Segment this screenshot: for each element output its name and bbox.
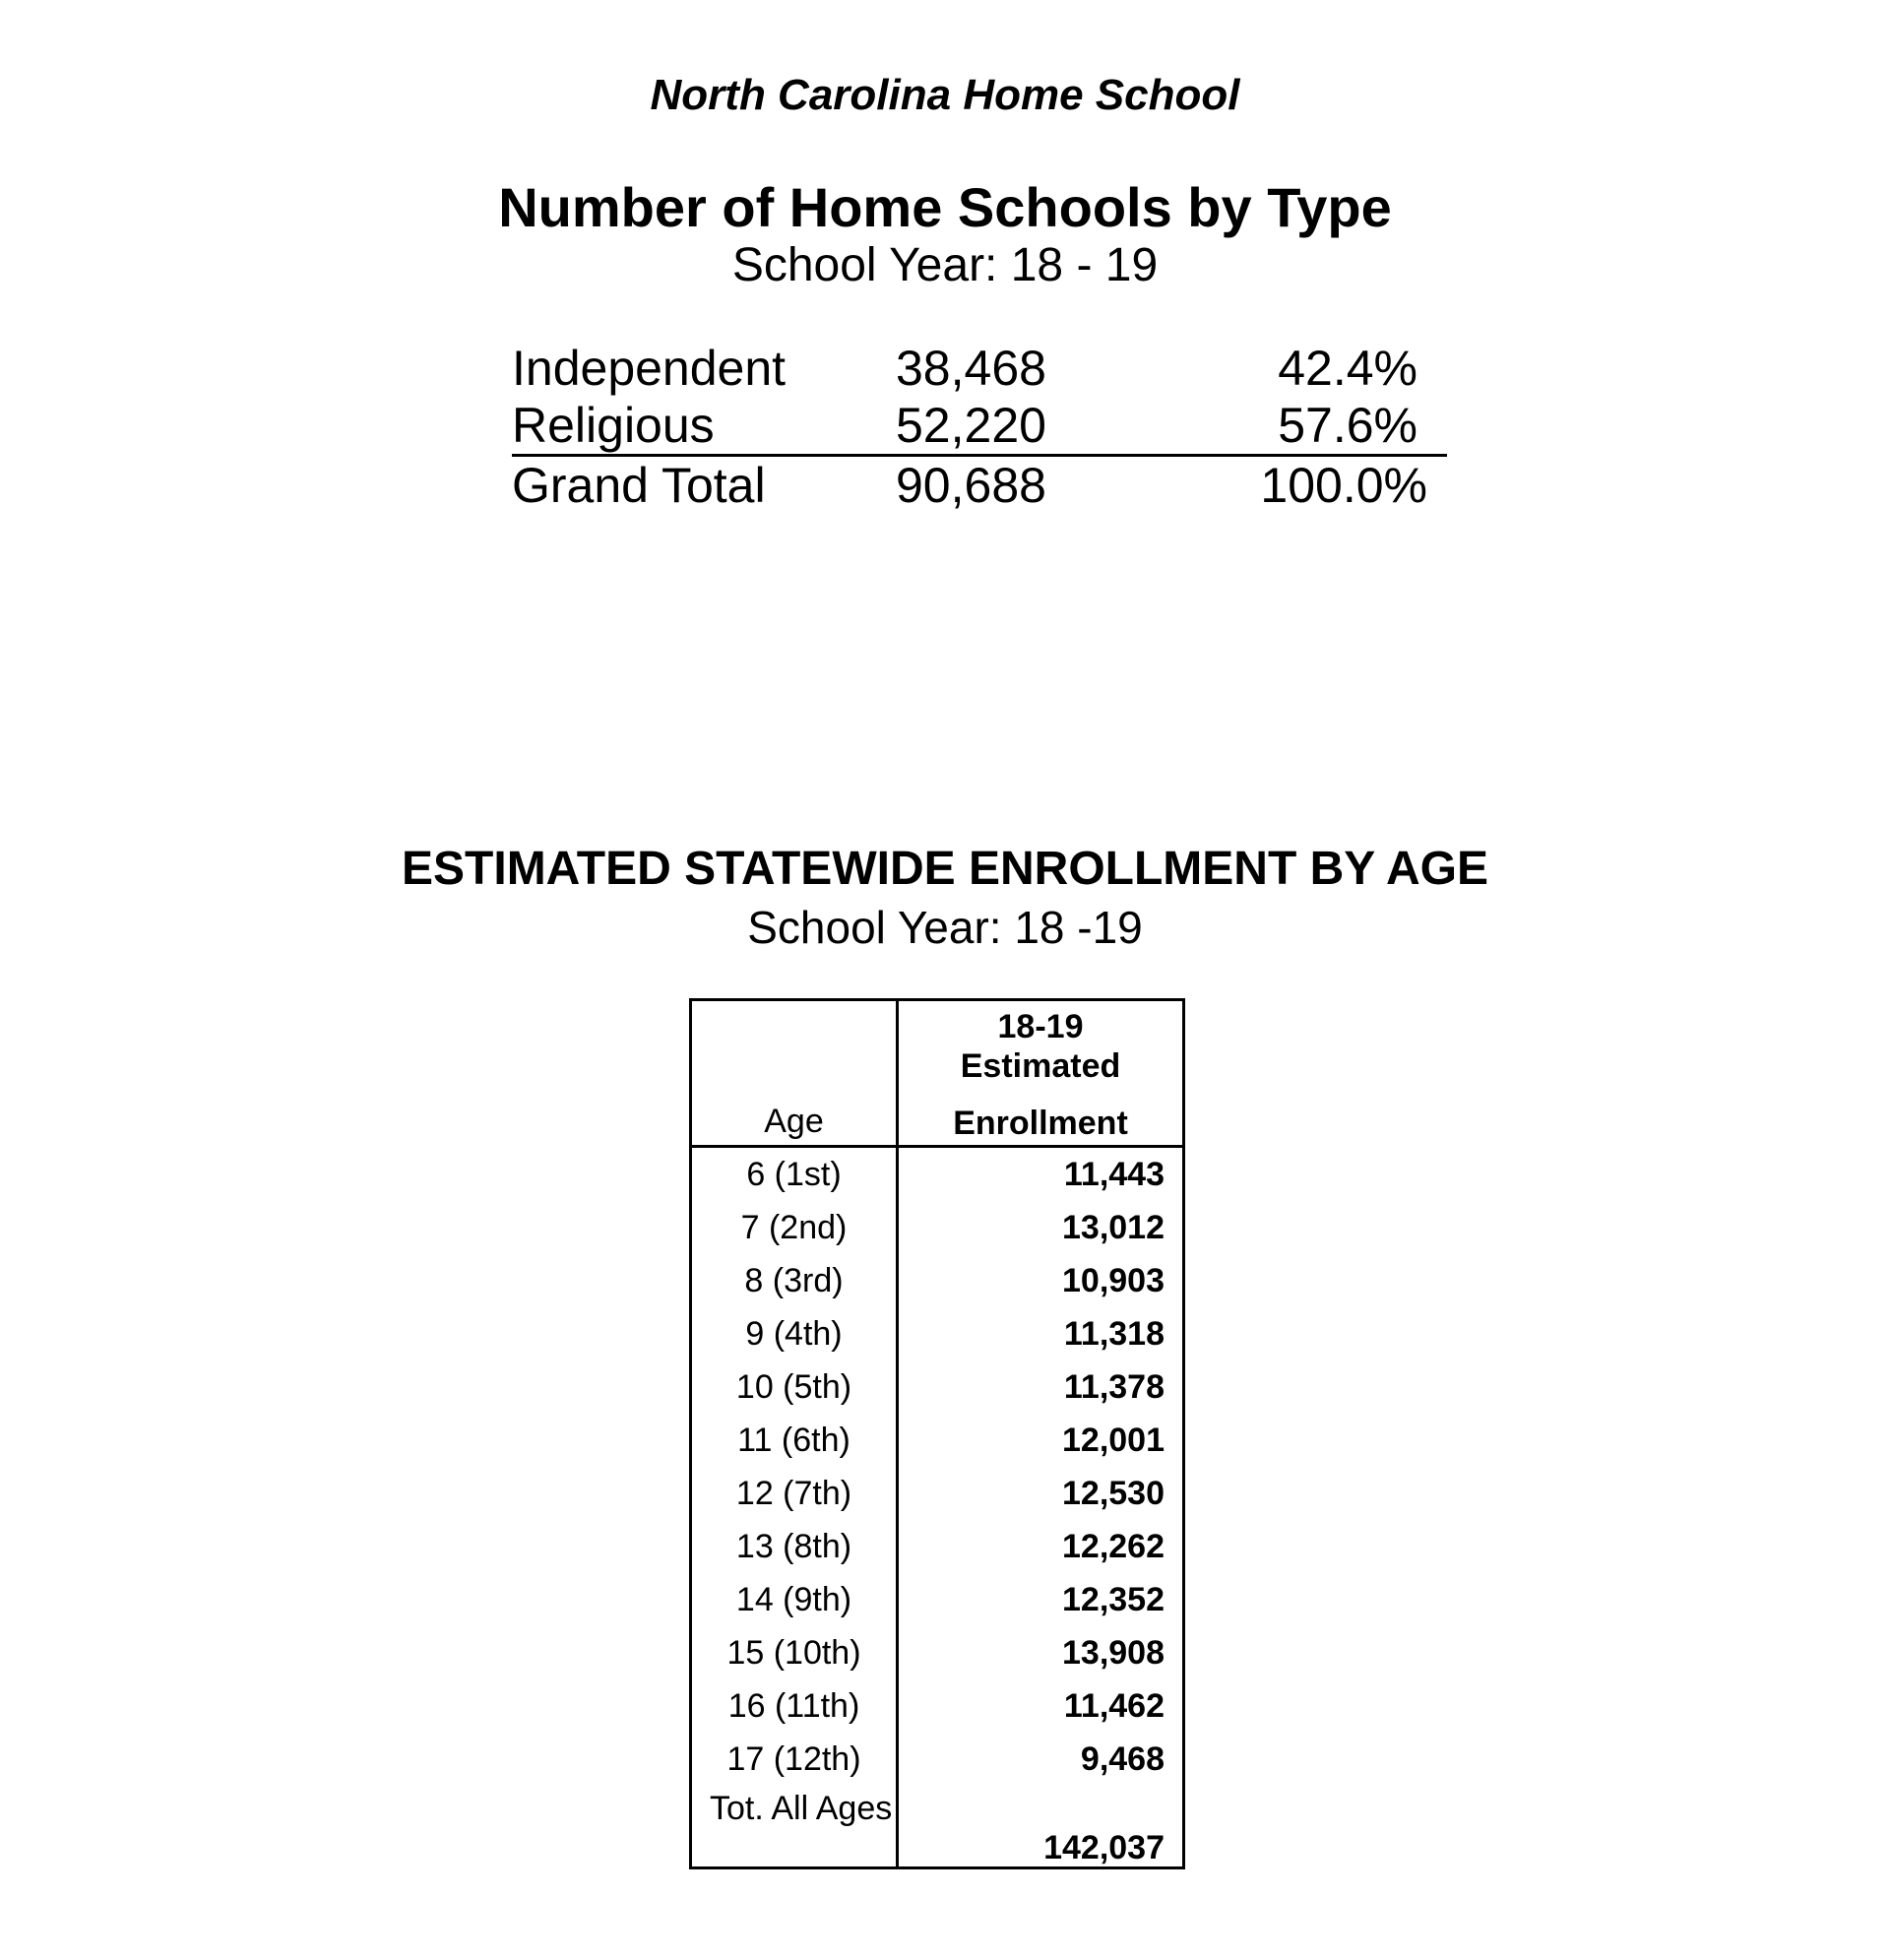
enrollment-header-line2: Estimated <box>960 1047 1121 1085</box>
enrollment-cell: 12,001 <box>1062 1422 1165 1459</box>
age-header-label: Age <box>764 1103 824 1140</box>
type-percent: 100.0% <box>1260 458 1427 513</box>
enrollment-cell: 9,468 <box>1080 1740 1165 1778</box>
enrollment-cell: 10,903 <box>1062 1262 1165 1299</box>
enrollment-cell: 12,262 <box>1062 1528 1165 1565</box>
enrollment-cell: 11,462 <box>1063 1687 1165 1725</box>
enrollment-column-header <box>899 1001 1182 1145</box>
age-column-header <box>692 1001 899 1145</box>
enrollment-by-age-school-year: School Year: 18 -19 <box>747 902 1143 953</box>
enrollment-by-age-table <box>689 998 1185 1869</box>
home-schools-by-type-school-year: School Year: 18 - 19 <box>731 239 1159 291</box>
age-cell: 9 (4th) <box>745 1315 843 1353</box>
total-enrollment-value: 142,037 <box>1043 1829 1165 1866</box>
age-cell: 6 (1st) <box>746 1156 842 1193</box>
type-label: Grand Total <box>512 458 766 513</box>
age-cell: 8 (3rd) <box>744 1262 844 1299</box>
total-age-label: Tot. All Ages <box>710 1790 893 1827</box>
age-cell: 15 (10th) <box>726 1634 861 1672</box>
age-cell: 11 (6th) <box>737 1422 850 1459</box>
enrollment-cell: 13,908 <box>1062 1634 1165 1672</box>
type-percent: 42.4% <box>1278 341 1418 396</box>
enrollment-cell: 11,378 <box>1063 1368 1165 1406</box>
age-cell: 12 (7th) <box>735 1475 852 1512</box>
document-title: North Carolina Home School <box>650 71 1240 119</box>
home-schools-by-type-table <box>512 340 1447 514</box>
enrollment-cell: 12,530 <box>1062 1475 1165 1512</box>
type-row-religious <box>512 397 1447 457</box>
type-row-grand-total <box>512 457 1447 514</box>
type-label: Independent <box>512 341 787 396</box>
type-percent: 57.6% <box>1278 398 1418 453</box>
home-schools-by-type-title: Number of Home Schools by Type <box>498 176 1392 238</box>
enrollment-column <box>899 1148 1182 1866</box>
table-header <box>692 1001 1182 1148</box>
type-count: 90,688 <box>896 458 1046 513</box>
age-column <box>692 1148 899 1866</box>
enrollment-header-line1: 18-19 <box>997 1008 1084 1045</box>
age-cell: 16 (11th) <box>727 1687 860 1725</box>
age-cell: 7 (2nd) <box>740 1209 848 1246</box>
enrollment-cell: 12,352 <box>1062 1581 1165 1618</box>
enrollment-cell: 11,318 <box>1063 1315 1165 1353</box>
type-count: 52,220 <box>896 398 1046 453</box>
table-body <box>692 1148 1182 1866</box>
enrollment-by-age-title: ESTIMATED STATEWIDE ENROLLMENT BY AGE <box>402 843 1488 895</box>
type-label: Religious <box>512 398 715 453</box>
enrollment-cell: 13,012 <box>1062 1209 1165 1246</box>
enrollment-cell: 11,443 <box>1063 1156 1165 1193</box>
age-cell: 17 (12th) <box>726 1740 861 1778</box>
age-cell: 10 (5th) <box>735 1368 852 1406</box>
age-cell: 13 (8th) <box>735 1528 852 1565</box>
enrollment-header-line3: Enrollment <box>953 1105 1128 1142</box>
type-count: 38,468 <box>896 341 1046 396</box>
age-cell: 14 (9th) <box>735 1581 852 1618</box>
type-row-independent <box>512 340 1447 397</box>
